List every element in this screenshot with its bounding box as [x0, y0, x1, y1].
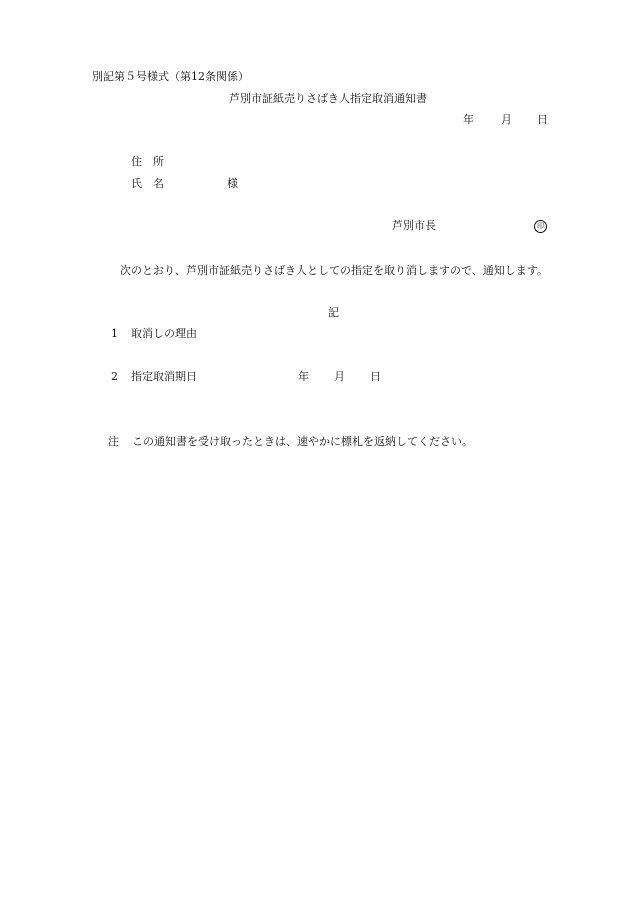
seal-mark: 印 [534, 220, 547, 233]
note [0, 435, 630, 449]
item-number: 1 [111, 327, 118, 340]
cancel-date-year: 年 [298, 370, 309, 383]
record-heading: 記 [328, 306, 339, 319]
issue-date [0, 113, 630, 127]
issue-date-year: 年 [463, 113, 474, 126]
issue-date-month: 月 [501, 113, 512, 126]
form-label: 別記第５号様式（第12条関係） [92, 70, 249, 83]
list-item-reason [0, 327, 630, 341]
list-item-cancel-date [0, 370, 630, 384]
recipient-name-label: 氏 名 [131, 177, 164, 190]
recipient-honorific: 様 [227, 177, 238, 190]
item-number: 2 [111, 370, 118, 383]
recipient-name [0, 177, 630, 191]
issue-date-day: 日 [537, 113, 548, 126]
body-text: 次のとおり、芦別市証紙売りさばき人としての指定を取り消しますので、通知します。 [120, 264, 548, 277]
note-text: この通知書を受け取ったときは、速やかに標札を返納してください。 [132, 435, 473, 448]
recipient-address-label: 住 所 [131, 155, 164, 168]
issuer-title: 芦別市長 [392, 219, 436, 232]
document-title: 芦別市証紙売りさばき人指定取消通知書 [229, 92, 427, 105]
item-label: 指定取消期日 [131, 370, 197, 383]
note-label: 注 [108, 435, 119, 448]
cancel-date-day: 日 [370, 370, 381, 383]
item-label: 取消しの理由 [131, 327, 197, 340]
cancel-date-month: 月 [334, 370, 345, 383]
